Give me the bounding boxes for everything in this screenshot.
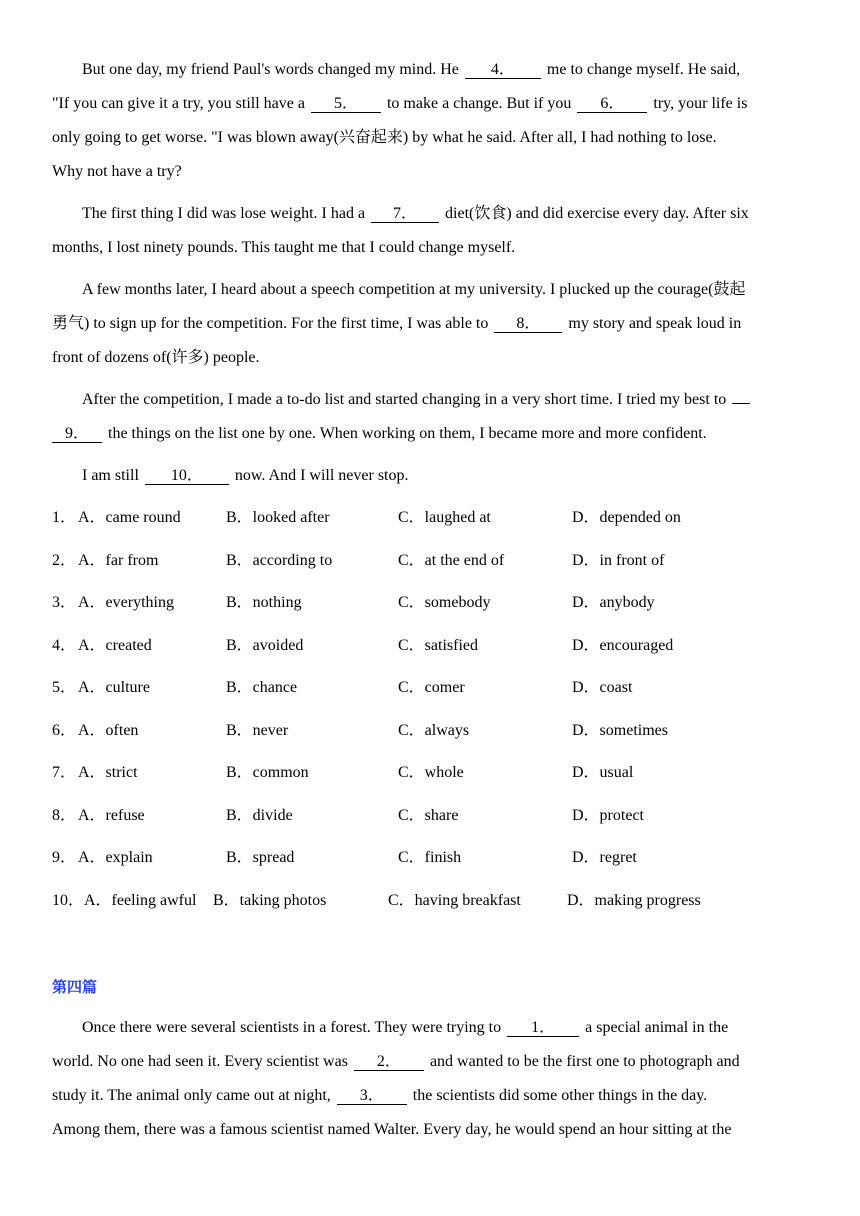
- blank-7: 7．: [371, 205, 439, 223]
- blank-s4-3: 3．: [337, 1087, 407, 1105]
- answer-option: B．taking photos: [213, 891, 327, 909]
- question-number: 1．: [52, 509, 77, 526]
- text-line: [52, 314, 741, 334]
- text-line: [82, 60, 740, 80]
- text-segment: and wanted to be the first one to photograph and: [429, 1053, 740, 1070]
- answer-option: B．never: [226, 721, 289, 739]
- question-number: 5．: [52, 679, 77, 696]
- text-segment: study it. The animal only came out at night,: [52, 1087, 331, 1104]
- answer-option: A．culture: [78, 679, 150, 696]
- text-segment: I am still: [82, 467, 139, 484]
- answer-option: B．nothing: [226, 594, 302, 611]
- answer-option: D．making progress: [567, 891, 701, 909]
- text-segment: The first thing I did was lose weight. I had a: [82, 205, 366, 222]
- answer-option: C．having breakfast: [388, 891, 521, 909]
- blank-6: 6．: [577, 95, 647, 113]
- answer-option: B．divide: [226, 806, 293, 824]
- answer-option: A．often: [78, 721, 139, 739]
- answer-option: C．satisfied: [398, 636, 478, 654]
- answer-option: B．according to: [226, 551, 333, 569]
- blank-4: 4．: [465, 61, 541, 79]
- blank-s4-2: 2．: [354, 1053, 424, 1071]
- text-segment: But one day, my friend Paul's words changed my mind. He: [82, 61, 459, 78]
- answer-option: A．created: [78, 636, 152, 654]
- answer-option: B．common: [226, 764, 309, 781]
- section-heading: 第四篇: [52, 978, 98, 996]
- text-segment: Once there were several scientists in a forest. They were trying to: [82, 1019, 502, 1036]
- question-number: 2．: [52, 551, 77, 569]
- answer-option: C．at the end of: [398, 551, 505, 569]
- text-line: [82, 1018, 728, 1038]
- text-line: only going to get worse. "I was blown away(兴奋起来) by what he said. After all, I had nothing to lose.: [52, 129, 717, 146]
- answer-option: D．encouraged: [572, 636, 674, 654]
- text-segment: the things on the list one by one. When working on them, I became more and more confident.: [108, 425, 707, 442]
- text-segment: a special animal in the: [585, 1019, 729, 1036]
- text-line: [82, 390, 756, 410]
- text-segment: now. And I will never stop.: [234, 467, 409, 484]
- answer-option: C．comer: [398, 679, 465, 696]
- answer-option: D．in front of: [572, 551, 665, 569]
- answer-option: C．whole: [398, 764, 464, 781]
- text-line: [52, 1052, 740, 1072]
- answer-option: A．explain: [78, 849, 153, 866]
- answer-option: B．spread: [226, 849, 295, 866]
- text-segment: me to change myself. He said,: [546, 61, 741, 78]
- answer-option: D．anybody: [572, 594, 655, 611]
- blank-8: 8．: [494, 315, 562, 333]
- answer-option: A．feeling awful: [84, 891, 197, 909]
- text-line: Why not have a try?: [52, 163, 182, 180]
- answer-option: C．share: [398, 806, 459, 824]
- answer-option: C．always: [398, 721, 470, 739]
- answer-option: B．avoided: [226, 636, 304, 654]
- text-line: [52, 1086, 707, 1106]
- answer-option: D．sometimes: [572, 721, 668, 739]
- answer-option: D．regret: [572, 849, 637, 866]
- answer-option: D．depended on: [572, 509, 681, 526]
- answer-option: B．looked after: [226, 509, 330, 526]
- answer-option: A．came round: [78, 509, 181, 526]
- text-segment: to make a change. But if you: [386, 95, 572, 112]
- text-segment: world. No one had seen it. Every scientist was: [52, 1053, 348, 1070]
- answer-option: D．usual: [572, 764, 634, 781]
- text-line: A few months later, I heard about a speech competition at my university. I plucked up the courage(鼓起: [82, 281, 746, 298]
- question-number: 4．: [52, 636, 77, 654]
- text-segment: my story and speak loud in: [568, 315, 742, 332]
- text-line: Among them, there was a famous scientist named Walter. Every day, he would spend an hour sitting at the: [52, 1121, 732, 1138]
- question-number: 10．: [52, 891, 85, 909]
- answer-option: C．laughed at: [398, 509, 491, 526]
- question-number: 9．: [52, 849, 77, 866]
- text-segment: "If you can give it a try, you still have a: [52, 95, 305, 112]
- question-number: 3．: [52, 594, 77, 611]
- text-segment: After the competition, I made a to-do list and started changing in a very short time. I tried my best to: [82, 391, 727, 408]
- blank-9: 9．: [52, 425, 102, 443]
- blank-10: 10．: [145, 467, 229, 485]
- question-number: 6．: [52, 721, 77, 739]
- answer-option: A．strict: [78, 764, 138, 781]
- question-number: 8．: [52, 806, 77, 824]
- question-number: 7．: [52, 764, 77, 781]
- blank-9-start: [732, 403, 750, 404]
- answer-option: A．refuse: [78, 806, 145, 824]
- text-line: front of dozens of(许多) people.: [52, 349, 260, 366]
- answer-option: A．everything: [78, 594, 174, 611]
- text-line: [52, 94, 747, 114]
- blank-5: 5．: [311, 95, 381, 113]
- text-line: months, I lost ninety pounds. This taught me that I could change myself.: [52, 239, 516, 256]
- text-segment: the scientists did some other things in the day.: [412, 1087, 708, 1104]
- answer-option: C．somebody: [398, 594, 491, 611]
- answer-option: D．protect: [572, 806, 644, 824]
- blank-s4-1: 1．: [507, 1019, 579, 1037]
- answer-option: D．coast: [572, 679, 633, 696]
- text-segment: try, your life is: [653, 95, 748, 112]
- text-segment: 勇气) to sign up for the competition. For the first time, I was able to: [52, 315, 489, 332]
- answer-option: A．far from: [78, 551, 159, 569]
- text-line: [52, 424, 707, 444]
- text-line: [82, 204, 749, 224]
- answer-option: C．finish: [398, 849, 462, 866]
- answer-option: B．chance: [226, 679, 298, 696]
- text-line: [82, 466, 409, 486]
- text-segment: diet(饮食) and did exercise every day. After six: [445, 205, 749, 222]
